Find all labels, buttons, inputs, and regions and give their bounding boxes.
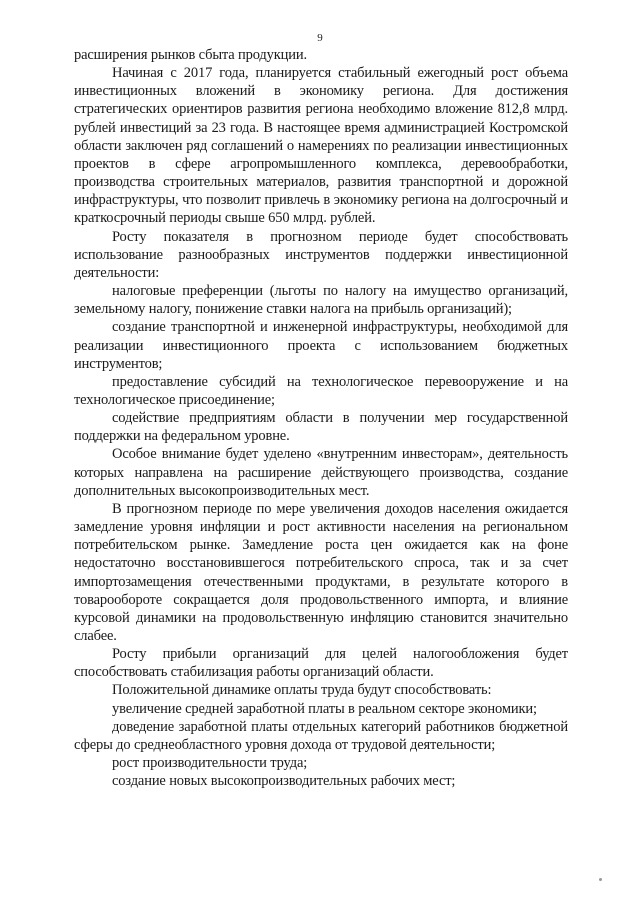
paragraph-continuation: расширения рынков сбыта продукции.: [74, 47, 307, 63]
paragraph-wage-dynamics: Положительной динамике оплаты труда будут способствовать:: [112, 682, 492, 699]
list-item-subsidies: предоставление субсидий на технологическое перевооружение и на технологическое присоединение;: [74, 373, 568, 408]
paragraph-profit: Росту прибыли организаций для целей налогообложения будет способствовать стабилизация работы организаций области.: [74, 646, 568, 681]
paragraph-inflation: В прогнозном периоде по мере увеличения доходов населения ожидается замедление уровня инфляции и рост активности населения на региональном потребительском рынке. Замедление роста цен ожидается как на фоне недостаточно восстановившегося потребительского спроса, так и за счет импортозамещения отечественными продуктами, в результате которого в товарообороте сокращается доля продовольственного импорта, и влияние курсовой динамики на продовольственную инфляцию становится значительно слабее.: [74, 500, 568, 644]
list-item-tax-preferences: налоговые преференции (льготы по налогу на имущество организаций, земельному налогу, понижение ставки налога на прибыль организаций);: [74, 283, 568, 318]
list-item-average-wage: увеличение средней заработной платы в реальном секторе экономики;: [112, 700, 537, 717]
paragraph-internal-investors: Особое внимание будет уделено «внутренним инвесторам», деятельность которых направлена на расширение действующего производства, создание дополнительных высокопроизводительных мест.: [74, 446, 568, 499]
scan-dot-mark: [599, 878, 602, 881]
body-text: [74, 46, 568, 790]
list-item-infrastructure: создание транспортной и инженерной инфраструктуры, необходимой для реализации инвестиционного проекта с использованием бюджетных инструментов;: [74, 319, 568, 372]
list-item-state-support: содействие предприятиям области в получении мер государственной поддержки на федеральном уровне.: [74, 410, 568, 445]
page-number: 9: [317, 32, 323, 44]
list-item-new-jobs: создание новых высокопроизводительных рабочих мест;: [112, 773, 456, 790]
list-item-budget-wages: доведение заработной платы отдельных категорий работников бюджетной сферы до среднеобластного уровня дохода от трудовой деятельности;: [74, 718, 568, 753]
paragraph-investment-growth: Начиная с 2017 года, планируется стабильный ежегодный рост объема инвестиционных вложений в экономику региона. Для достижения стратегических ориентиров развития региона необходимо вложение 812,8 млрд. рублей инвестиций за 23 года. В настоящее время администрацией Костромской области заключен ряд соглашений о намерениях по реализации инвестиционных проектов в сфере агропромышленного комплекса, деревообработки, производства строительных материалов, развития транспортной и дорожной инфраструктуры, что позволит привлечь в экономику региона на долгосрочный и краткосрочный периоды свыше 650 млрд. рублей.: [74, 65, 568, 227]
paragraph-support-instruments: Росту показателя в прогнозном периоде будет способствовать использование разнообразных инструментов поддержки инвестиционной деятельности:: [74, 228, 568, 281]
list-item-productivity: рост производительности труда;: [112, 755, 308, 772]
